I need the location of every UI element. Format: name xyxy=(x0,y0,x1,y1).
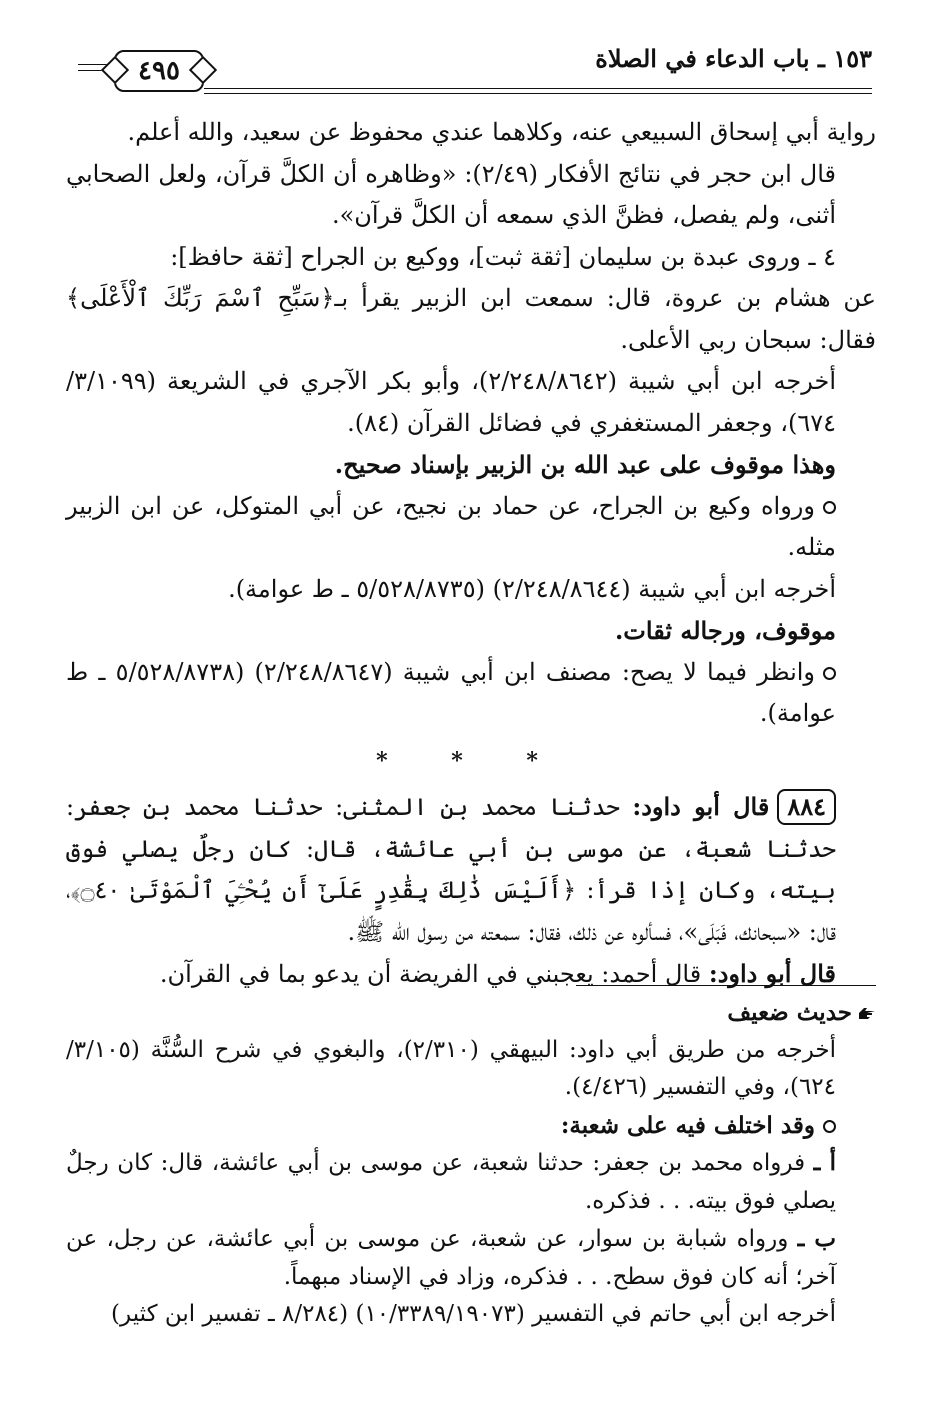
note-text: وقد اختلف فيه على شعبة: xyxy=(560,1111,815,1139)
paragraph: ٤ ـ وروى عبدة بن سليمان [ثقة ثبت]، ووكيع بن الجراح [ثقة حافظ]: xyxy=(170,242,836,271)
circle-bullet-icon xyxy=(823,501,836,514)
header-rule-right-2 xyxy=(204,93,872,94)
hadith-label: قال أبو داود: xyxy=(632,792,770,821)
note: أخرجه ابن أبي حاتم في التفسير (١٠/٣٣٨٩/١٩٠٧٣) (٨/٢٨٤ ـ تفسير ابن كثير) xyxy=(111,1301,836,1327)
paragraph: عن هشام بن عروة، قال: سمعت ابن الزبير يقرأ بـ﴿سَبِّحِ ٱسْمَ رَبِّكَ ٱلْأَعْلَى﴾ فقال: سبحان ربي الأعلى. xyxy=(66,284,876,354)
footnotes xyxy=(66,994,876,1334)
hadith xyxy=(66,786,876,953)
paragraph: أخرجه ابن أبي شيبة (٢/٢٤٨/٨٦٤٢)، وأبو بكر الآجري في الشريعة (٣/١٠٩٩/ ٦٧٤)، وجعفر المستغفري في فضائل القرآن (٨٤). xyxy=(66,367,836,437)
note-label: ب ـ xyxy=(797,1225,836,1252)
paragraph-text: ورواه وكيع بن الجراح، عن حماد بن نجيح، عن أبي المتوكل، عن ابن الزبير مثله. xyxy=(66,491,836,561)
hadith-text: حدثنا محمد بن المثنى: حدثنا محمد بن جعفر: حدثنا شعبة، عن موسى بن أبي عائشة، قال: كان رجلٌ يصلي فوق بيته، وكان إذا قرأ: ﴿أَلَيْسَ ذَٰلِكَ بِقَٰدِرٍ عَلَىٰٓ أَن يُحْـِۧيَ ٱلْمَوْتَىٰ ۝٤٠﴾، قال: «سبحانك، فَبَلَى»، فسألوه عن ذلك، فقال: سمعته من رسول الله ﷺ. xyxy=(66,793,836,946)
hadith-number-badge: ٨٨٤ xyxy=(777,789,836,825)
note-label: أ ـ xyxy=(813,1149,836,1176)
note xyxy=(66,1107,876,1145)
paragraph-text: وانظر فيما لا يصح: مصنف ابن أبي شيبة (٢/٢٤٨/٨٦٤٧) (٥/٥٢٨/٨٧٣٨ ـ ط عوامة). xyxy=(66,657,836,727)
note xyxy=(66,1144,876,1220)
circle-bullet-icon xyxy=(823,667,836,680)
footnote-separator xyxy=(576,985,876,986)
note-text: ورواه شبابة بن سوار، عن شعبة، عن موسى بن أبي عائشة، عن رجل، عن آخر؛ أنه كان فوق سطح. . . فذكره، وزاد في الإسناد مبهماً. xyxy=(66,1226,836,1290)
circle-bullet-icon xyxy=(823,1120,836,1133)
notes-heading xyxy=(66,994,876,1032)
pointing-hand-icon xyxy=(858,1007,876,1021)
paragraph: أخرجه ابن أبي شيبة (٢/٢٤٨/٨٦٤٤) (٥/٥٢٨/٨٧٣٥ ـ ط عوامة). xyxy=(228,574,836,603)
paragraph: رواية أبي إسحاق السبيعي عنه، وكلاهما عندي محفوظ عن سعيد، والله أعلم. xyxy=(127,118,876,146)
main-text xyxy=(66,112,876,996)
ruling: موقوف، ورجاله ثقات. xyxy=(614,616,836,645)
page-number-badge xyxy=(114,50,204,92)
chapter-title: ١٥٣ ـ باب الدعاء في الصلاة xyxy=(595,44,872,73)
paragraph xyxy=(66,652,876,735)
paragraph xyxy=(66,486,876,569)
note-text: فرواه محمد بن جعفر: حدثنا شعبة، عن موسى بن أبي عائشة، قال: كان رجلٌ يصلي فوق بيته. . . فذكره. xyxy=(66,1150,836,1214)
paragraph: قال ابن حجر في نتائج الأفكار (٢/٤٩): «وظاهره أن الكلَّ قرآن، ولعل الصحابي أثنى، ولم يفصل، فظنَّ الذي سمعه أن الكلَّ قرآن». xyxy=(66,159,836,229)
section-divider: * * * xyxy=(376,747,566,774)
note xyxy=(66,1220,876,1296)
abu-dawud-text: قال أحمد: يعجبني في الفريضة أن يدعو بما في القرآن. xyxy=(159,960,709,988)
page-header xyxy=(78,44,872,100)
notes-heading-text: حديث ضعيف xyxy=(727,999,852,1026)
page-number: ٤٩٥ xyxy=(138,56,180,86)
header-rule-right xyxy=(204,88,872,89)
abu-dawud-label: قال أبو داود: xyxy=(708,959,836,988)
ruling: وهذا موقوف على عبد الله بن الزبير بإسناد صحيح. xyxy=(334,450,836,479)
note: أخرجه من طريق أبي داود: البيهقي (٢/٣١٠)، والبغوي في شرح السُّنَّة (٣/١٠٥/ ٦٢٤)، وفي التفسير (٤/٤٢٦). xyxy=(66,1036,836,1100)
abu-dawud-comment xyxy=(66,953,876,996)
